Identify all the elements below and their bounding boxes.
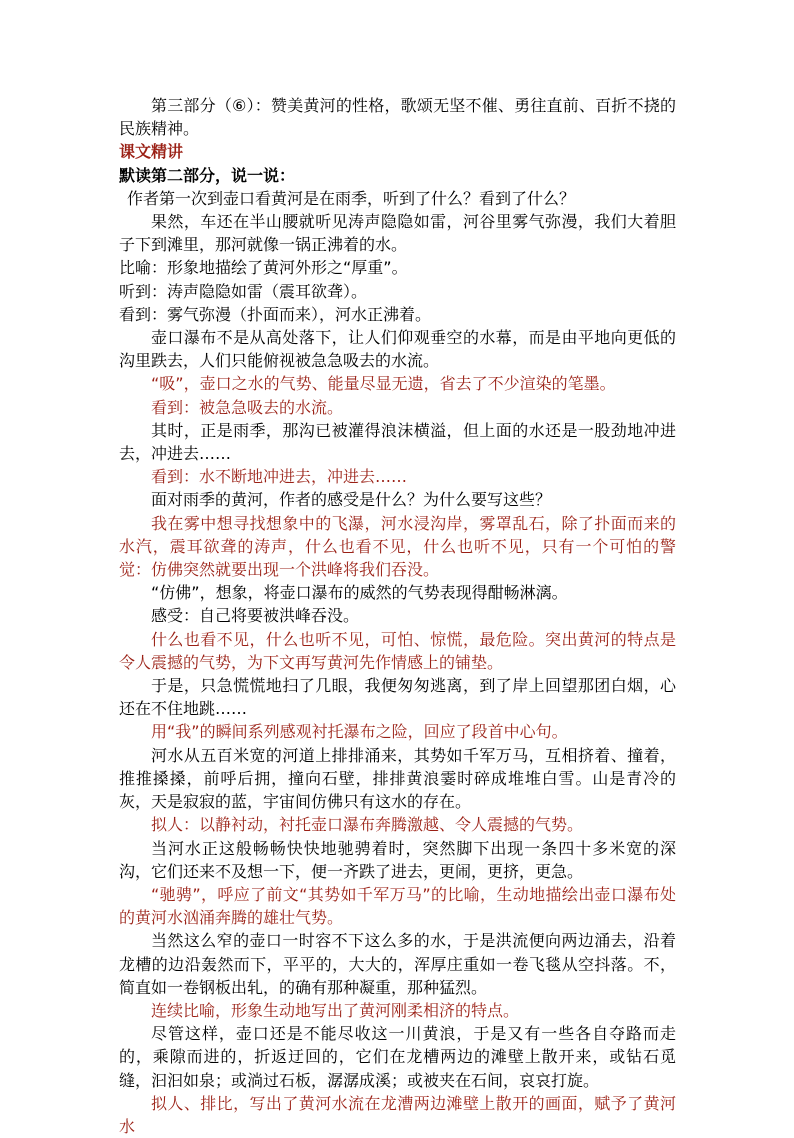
paragraph: 听到：涛声隐隐如雷（震耳欲聋）。: [119, 281, 368, 301]
annotation-paragraph: “吸”，壶口之水的气势、能量尽显无遗，省去了不少渲染的笔墨。: [151, 374, 616, 394]
paragraph: 第三部分（⑥）：赞美黄河的性格，歌颂无坚不催、勇往直前、百折不挠的民族精神。: [119, 96, 676, 139]
annotation-paragraph: 拟人：以静衬动，衬托壶口瀑布奔腾激越、令人震撼的气势。: [151, 815, 584, 835]
annotation-paragraph: 看到：水不断地冲进去，冲进去……: [151, 467, 408, 487]
paragraph: 感受：自己将要被洪峰吞没。: [151, 606, 360, 626]
paragraph: “仿佛”，想象，将壶口瀑布的威然的气势表现得酣畅淋漓。: [151, 583, 568, 603]
paragraph: 尽管这样，壶口还是不能尽收这一川黄浪，于是又有一些各自夺路而走的，乘隙而进的，折返迂回的，它们在龙槽两边的滩壁上散开来，或钻石觅缝，汩汩如泉；或淌过石板，潺潺成溪；或被夹在石间，哀哀打旋。: [119, 1024, 676, 1090]
paragraph: 河水从五百米宽的河道上排排涌来，其势如千军万马，互相挤着、撞着，推推搡搡，前呼后拥，撞向石壁，排排黄浪霎时碎成堆堆白雪。山是青冷的灰，天是寂寂的蓝，宇宙间仿佛只有这水的存在。: [119, 745, 676, 812]
paragraph: 作者第一次到壶口看黄河是在雨季，听到了什么？看到了什么？: [127, 188, 576, 208]
annotation-paragraph: 看到：被急急吸去的水流。: [151, 397, 344, 417]
paragraph: 面对雨季的黄河，作者的感受是什么？为什么要写这些？: [151, 490, 552, 510]
annotation-paragraph: “驰骋”，呼应了前文“其势如千军万马”的比喻，生动地描绘出壶口瀑布处的黄河水汹涌奔腾的雄壮气势。: [119, 884, 676, 928]
paragraph: 于是，只急慌慌地扫了几眼，我便匆匆逃离，到了岸上回望那团白烟，心还在不住地跳……: [119, 676, 676, 719]
annotation-paragraph: 用“我”的瞬间系列感观衬托瀑布之险，回应了段首中心句。: [151, 722, 568, 742]
document-page: [119, 94, 676, 1138]
paragraph: 当河水正这般畅畅快快地驰骋着时，突然脚下出现一条四十多米宽的深沟，它们还来不及想一下，便一齐跌了进去，更闹，更挤，更急。: [119, 838, 676, 881]
paragraph: 看到：雾气弥漫（扑面而来），河水正沸着。: [119, 304, 432, 324]
annotation-paragraph: 拟人、排比，写出了黄河水流在龙漕两边滩壁上散开的画面，赋予了黄河水: [119, 1093, 676, 1136]
paragraph: 果然，车还在半山腰就听见涛声隐隐如雷，河谷里雾气弥漫，我们大着胆子下到滩里，那河就像一锅正沸着的水。: [119, 212, 676, 255]
annotation-paragraph: 连续比喻，形象生动地写出了黄河刚柔相济的特点。: [151, 1000, 520, 1020]
section-heading: 课文精讲: [119, 142, 184, 162]
paragraph: 壶口瀑布不是从高处落下，让人们仰观垂空的水幕，而是由平地向更低的沟里跌去，人们只能俯视被急急吸去的水流。: [119, 328, 676, 371]
annotation-paragraph: 我在雾中想寻找想象中的飞瀑，河水浸沟岸，雾罩乱石，除了扑面而来的水汽，震耳欲聋的涛声，什么也看不见，什么也听不见，只有一个可怕的警觉：仿佛突然就要出现一个洪峰将我们吞没。: [119, 513, 676, 580]
paragraph: 其时，正是雨季，那沟已被灌得浪沫横溢，但上面的水还是一股劲地冲进去，冲进去……: [119, 420, 676, 464]
subsection-heading: 默读第二部分，说一说：: [119, 165, 296, 185]
annotation-paragraph: 什么也看不见，什么也听不见，可怕、惊慌，最危险。突出黄河的特点是令人震撼的气势，为下文再写黄河先作情感上的铺垫。: [119, 629, 676, 672]
paragraph: 比喻：形象地描绘了黄河外形之“厚重”。: [119, 258, 408, 278]
paragraph: 当然这么窄的壶口一时容不下这么多的水，于是洪流便向两边涌去，沿着龙槽的边沿轰然而下，平平的，大大的，浑厚庄重如一卷飞毯从空抖落。不，简直如一卷钢板出轧，的确有那种凝重，那种猛烈。: [119, 931, 676, 997]
